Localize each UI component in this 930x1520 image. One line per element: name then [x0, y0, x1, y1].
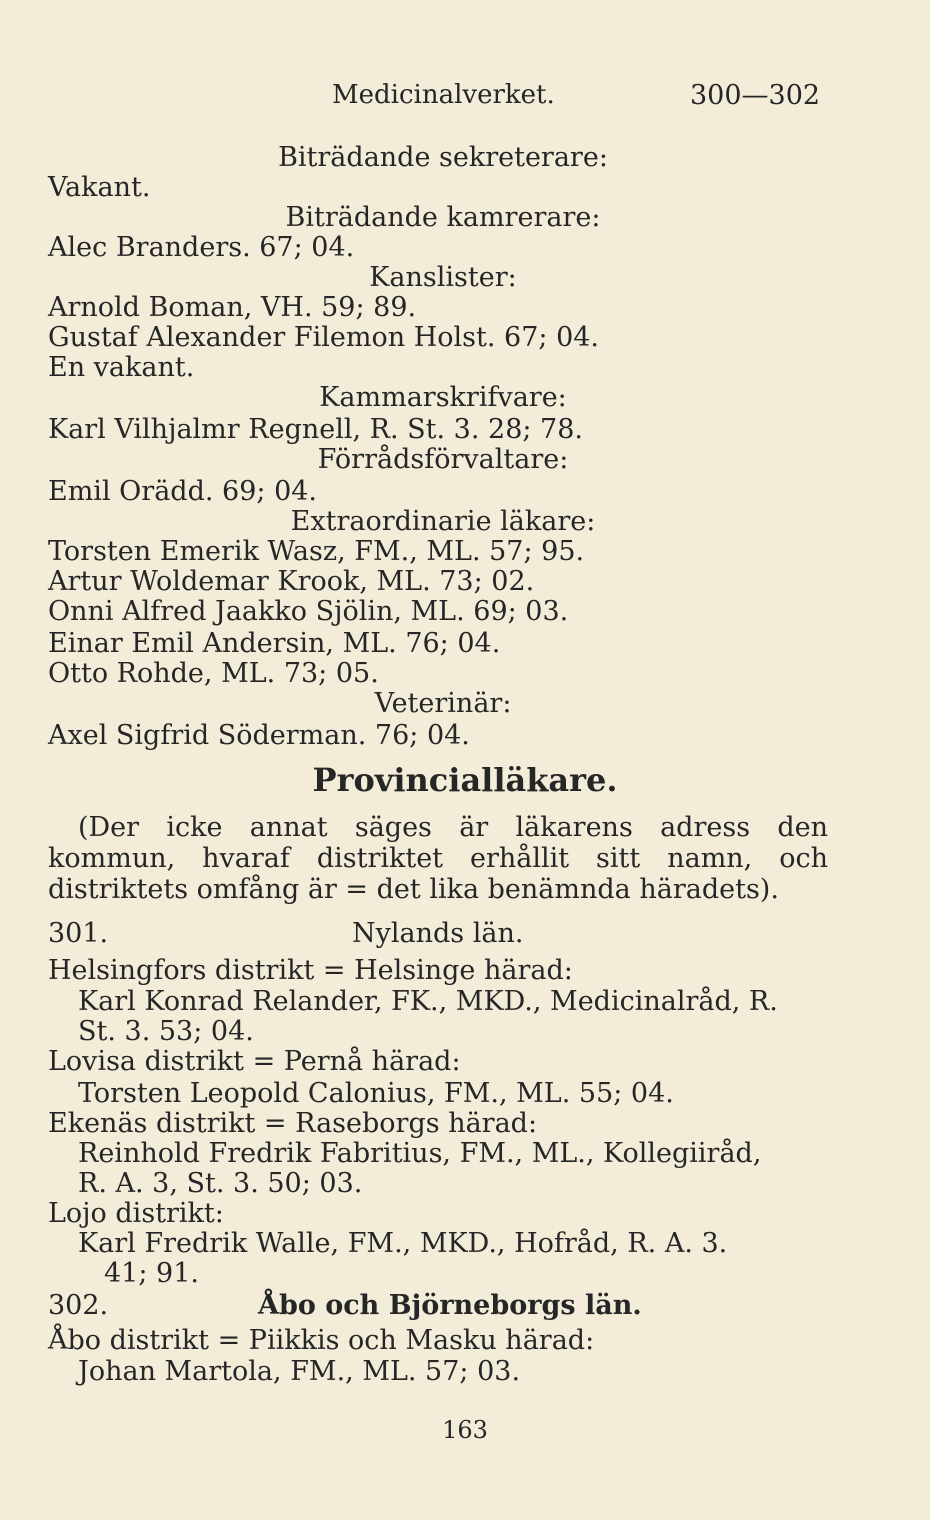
role-heading: Förrådsförvaltare:	[317, 444, 569, 475]
entry-line: Karl Vilhjalmr Regnell, R. St. 3. 28; 78.	[48, 414, 583, 445]
running-header-pages: 300—302	[690, 80, 821, 111]
role-heading: Biträdande kamrerare:	[285, 202, 601, 233]
official-line: Karl Konrad Relander, FK., MKD., Medicinalråd, R.	[78, 986, 778, 1017]
role-heading: Veterinär:	[374, 688, 512, 719]
entry-line: Emil Orädd. 69; 04.	[48, 476, 318, 507]
district-line: Helsingfors distrikt = Helsinge härad:	[48, 955, 573, 986]
official-line: Karl Fredrik Walle, FM., MKD., Hofråd, R. A. 3.	[78, 1228, 728, 1259]
role-heading: Kanslister:	[369, 262, 517, 293]
entry-line: Onni Alfred Jaakko Sjölin, ML. 69; 03.	[48, 596, 569, 627]
district-line: Åbo distrikt = Piikkis och Masku härad:	[48, 1325, 595, 1356]
entry-line: Alec Branders. 67; 04.	[48, 232, 355, 263]
entry-line: En vakant.	[48, 352, 195, 383]
section-number-302: 302.	[48, 1290, 109, 1321]
running-header-title: Medicinalverket.	[332, 80, 555, 110]
intro-paragraph: (Der icke annat säges är läkarens adress den kommun, hvaraf distriktet erhållit sitt namn, och distriktets omfång är = det lika benämnda häradets).	[48, 812, 828, 905]
entry-line: Otto Rohde, ML. 73; 05.	[48, 658, 379, 689]
official-line: Torsten Leopold Calonius, FM., ML. 55; 04.	[78, 1078, 674, 1109]
section-title-302: Åbo och Björneborgs län.	[258, 1290, 642, 1321]
official-line: R. A. 3, St. 3. 50; 03.	[78, 1168, 363, 1199]
district-line: Lojo distrikt:	[48, 1198, 224, 1229]
section-number-301: 301.	[48, 918, 109, 949]
official-line: St. 3. 53; 04.	[78, 1016, 254, 1047]
entry-line: Axel Sigfrid Söderman. 76; 04.	[48, 720, 470, 751]
entry-line: Arnold Boman, VH. 59; 89.	[48, 292, 417, 323]
page-number: 163	[442, 1416, 488, 1444]
role-heading: Extraordinarie läkare:	[290, 506, 596, 537]
entry-line: Vakant.	[48, 172, 151, 203]
section-heading-provincial: Provincialläkare.	[312, 761, 618, 799]
section-title-301: Nylands län.	[352, 918, 524, 949]
entry-line: Einar Emil Andersin, ML. 76; 04.	[48, 628, 501, 659]
district-line: Lovisa distrikt = Pernå härad:	[48, 1046, 461, 1077]
district-line: Ekenäs distrikt = Raseborgs härad:	[48, 1108, 538, 1139]
entry-line: Torsten Emerik Wasz, FM., ML. 57; 95.	[48, 536, 585, 567]
entry-line: Artur Woldemar Krook, ML. 73; 02.	[48, 566, 535, 597]
official-line: Johan Martola, FM., ML. 57; 03.	[78, 1356, 521, 1387]
official-line: 41; 91.	[104, 1258, 199, 1289]
official-line: Reinhold Fredrik Fabritius, FM., ML., Kollegiiråd,	[78, 1138, 762, 1169]
role-heading: Biträdande sekreterare:	[278, 142, 608, 173]
role-heading: Kammarskrifvare:	[319, 382, 567, 413]
entry-line: Gustaf Alexander Filemon Holst. 67; 04.	[48, 322, 600, 353]
